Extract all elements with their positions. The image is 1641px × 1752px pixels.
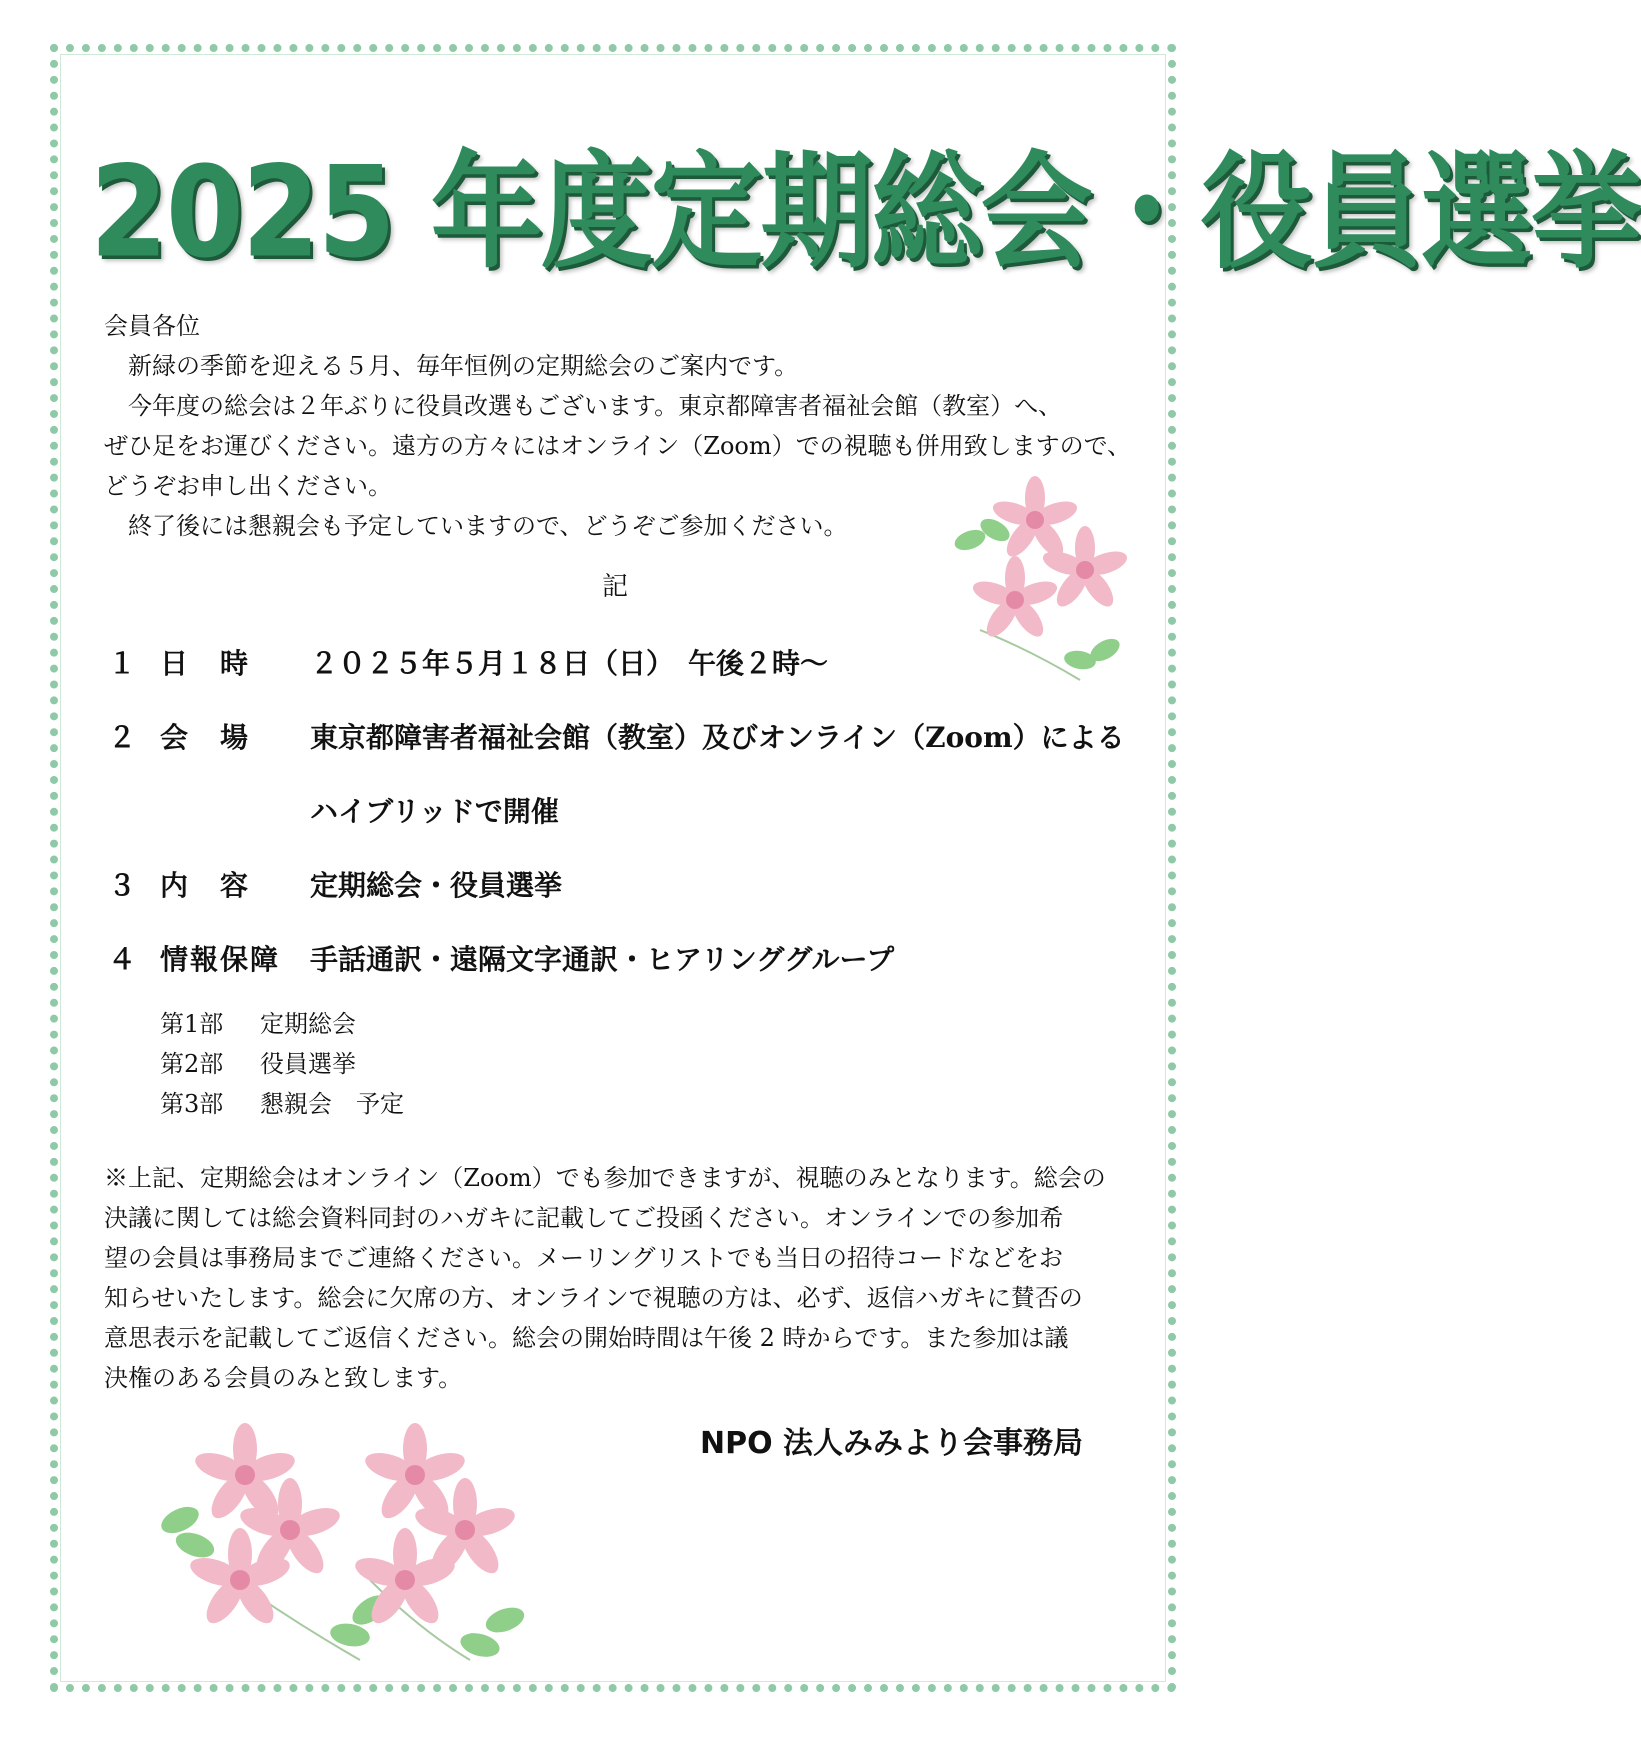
item-value: 東京都障害者福祉会館（教室）及びオンライン（Zoom）による (310, 721, 1125, 754)
intro-line-4: どうぞお申し出ください。 (104, 472, 392, 500)
item-label: 日 時 (160, 647, 251, 680)
page-title: 2025 年度定期総会・役員選挙 (90, 140, 1641, 286)
note-line-4: 知らせいたします。総会に欠席の方、オンラインで視聴の方は、必ず、返信ハガキに賛否の (104, 1284, 1083, 1312)
intro-line-3: ぜひ足をお運びください。遠方の方々にはオンライン（Zoom）での視聴も併用致しますので、 (104, 432, 1132, 460)
item-label: 会 場 (160, 721, 251, 754)
item-number: ２ (108, 721, 137, 754)
ki-heading: 記 (601, 572, 628, 602)
flower-illustration-top-right (940, 480, 1120, 690)
note-line-2: 決議に関しては総会資料同封のハガキに記載してご投函ください。オンラインでの参加希 (104, 1204, 1064, 1232)
intro-line-1: 新緑の季節を迎える５月、毎年恒例の定期総会のご案内です。 (104, 352, 799, 380)
item-value: 手話通訳・遠隔文字通訳・ヒアリンググループ (310, 943, 895, 976)
item-number: ４ (108, 943, 137, 976)
note-line-1: ※上記、定期総会はオンライン（Zoom）でも参加できますが、視聴のみとなります。総会の (104, 1164, 1106, 1192)
intro-line-5: 終了後には懇親会も予定していますので、どうぞご参加ください。 (104, 512, 848, 540)
item-label: 内 容 (160, 869, 251, 902)
part-number: 第3部 (160, 1090, 224, 1118)
part-number: 第1部 (160, 1010, 224, 1038)
item-value-continued: ハイブリッドで開催 (310, 795, 559, 828)
part-name: 懇親会 予定 (260, 1090, 404, 1118)
flower-illustration-bottom-left (160, 1430, 540, 1670)
part-number: 第2部 (160, 1050, 224, 1078)
item-number: １ (108, 647, 137, 680)
note-line-6: 決権のある会員のみと致します。 (104, 1364, 463, 1392)
organization-signature: NPO 法人みみより会事務局 (700, 1426, 1084, 1461)
item-value: ２０２５年５月１８日（日） 午後２時～ (310, 647, 829, 680)
item-value: 定期総会・役員選挙 (310, 869, 563, 902)
part-name: 定期総会 (260, 1010, 356, 1038)
intro-line-2: 今年度の総会は２年ぶりに役員改選もございます。東京都障害者福祉会館（教室）へ、 (104, 392, 1063, 420)
item-number: ３ (108, 869, 137, 902)
part-name: 役員選挙 (260, 1050, 356, 1078)
salutation: 会員各位 (104, 312, 200, 340)
note-line-5: 意思表示を記載してご返信ください。総会の開始時間は午後 2 時からです。また参加は議 (104, 1324, 1069, 1352)
note-line-3: 望の会員は事務局までご連絡ください。メーリングリストでも当日の招待コードなどをお (104, 1244, 1064, 1272)
item-label: 情報保障 (160, 943, 281, 976)
